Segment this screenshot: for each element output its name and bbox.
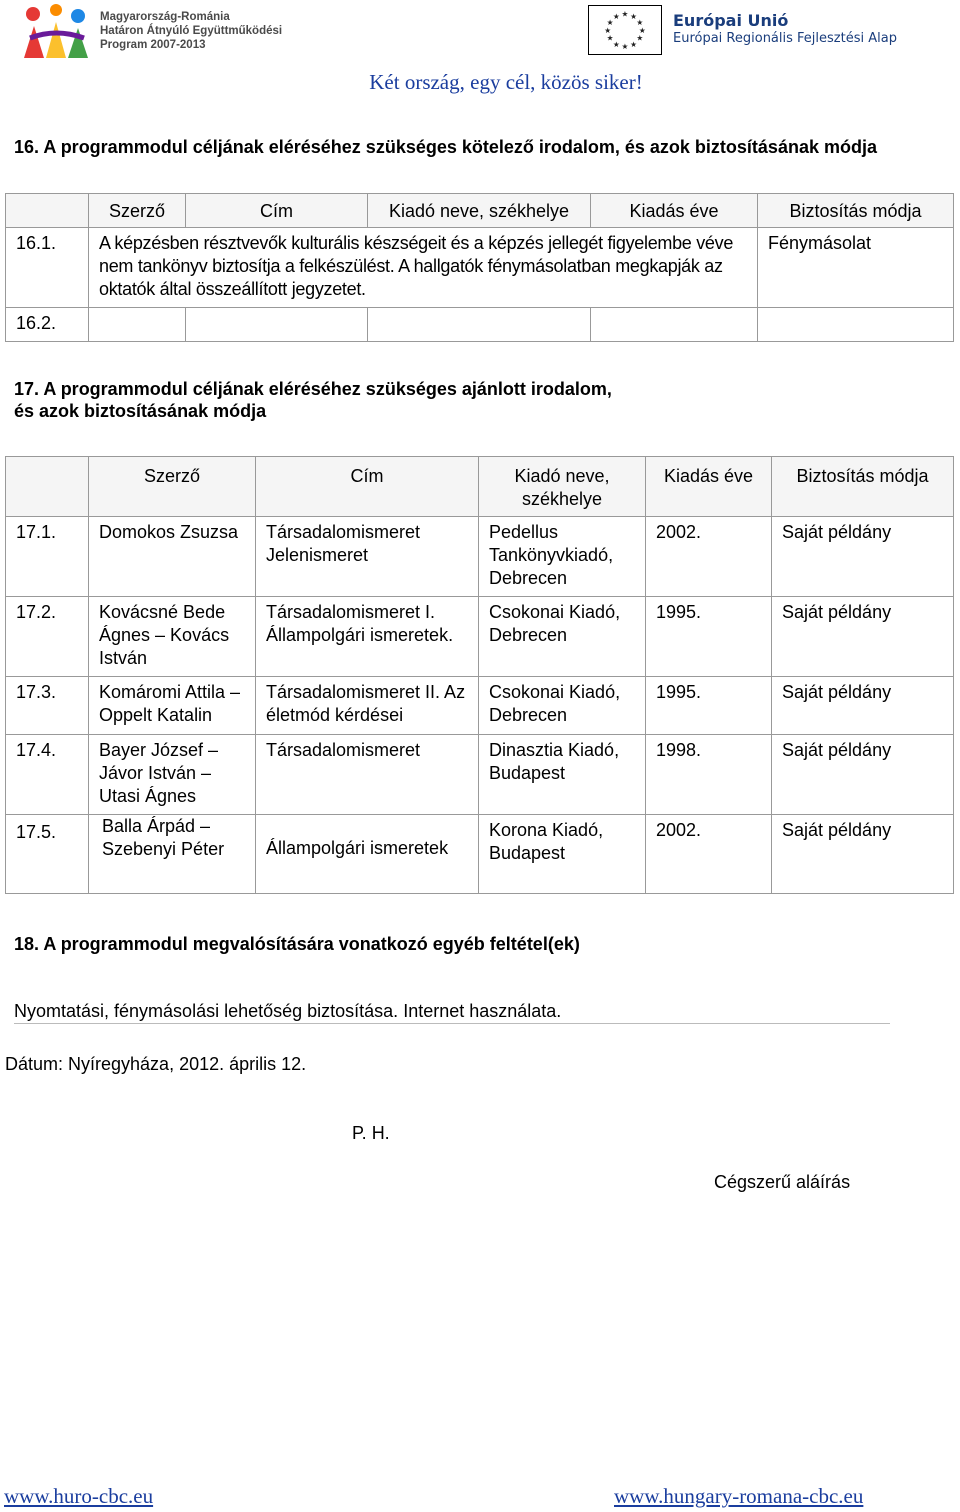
table-16 <box>5 193 954 342</box>
row-number: 17.4. <box>6 735 89 815</box>
table-row <box>6 517 954 597</box>
svg-text:★: ★ <box>604 25 612 35</box>
logo-line-3: Program 2007-2013 <box>100 39 206 51</box>
footer-link-huro[interactable]: www.huro-cbc.eu <box>4 1484 154 1508</box>
section-17-title: 17. A programmodul céljának eléréséhez szükséges ajánlott irodalom, és azok biztosításának módja <box>14 379 612 421</box>
table-row <box>6 308 954 342</box>
svg-text:★: ★ <box>606 33 614 43</box>
empty-cell <box>186 308 368 342</box>
empty-cell <box>368 308 591 342</box>
table-17-header <box>6 457 954 517</box>
row-year: 2002. <box>646 517 772 597</box>
row-number: 16.2. <box>6 308 89 342</box>
program-logo-text <box>100 10 282 52</box>
header-author: Szerző <box>89 457 256 517</box>
row-mode: Saját példány <box>772 597 954 677</box>
empty-cell <box>758 308 954 342</box>
logo-line-2: Határon Átnyúló Együttműködési <box>100 25 283 37</box>
row-title: Társadalomismeret II. Az életmód kérdései <box>256 677 479 735</box>
row-publisher: Korona Kiadó, Budapest <box>479 815 646 894</box>
header-mode: Biztosítás módja <box>758 194 954 228</box>
row-author: Domokos Zsuzsa <box>89 517 256 597</box>
header-title: Cím <box>256 457 479 517</box>
row-title: Társadalomismeret <box>256 735 479 815</box>
eu-subtitle: Európai Regionális Fejlesztési Alap <box>673 31 897 46</box>
empty-cell <box>89 308 186 342</box>
row-mode: Saját példány <box>772 815 954 894</box>
header-blank <box>6 194 89 228</box>
table-row <box>6 815 954 894</box>
row-mode: Saját példány <box>772 735 954 815</box>
row-publisher: Csokonai Kiadó, Debrecen <box>479 677 646 735</box>
header-year: Kiadás éve <box>646 457 772 517</box>
svg-text:★: ★ <box>638 25 646 35</box>
table-row <box>6 597 954 677</box>
row-author: Kovácsné Bede Ágnes – Kovács István <box>89 597 256 677</box>
header-title: Cím <box>186 194 368 228</box>
header-publisher: Kiadó neve, székhelye <box>479 457 646 517</box>
row-author: Bayer József – Jávor István – Utasi Ágnes <box>89 735 256 815</box>
row-year: 2002. <box>646 815 772 894</box>
motto: Két ország, egy cél, közös siker! <box>369 70 643 94</box>
row-title: Társadalomismeret Jelenismeret <box>256 517 479 597</box>
row-number: 17.1. <box>6 517 89 597</box>
row-publisher: Csokonai Kiadó, Debrecen <box>479 597 646 677</box>
svg-text:★: ★ <box>636 18 644 28</box>
row-mode: Saját példány <box>772 517 954 597</box>
header-year: Kiadás éve <box>591 194 758 228</box>
eu-label <box>673 12 897 48</box>
svg-text:★: ★ <box>612 11 620 21</box>
row-year: 1995. <box>646 677 772 735</box>
eu-title: Európai Unió <box>673 11 789 30</box>
row-title: Társadalomismeret I. Állampolgári ismeretek. <box>256 597 479 677</box>
eu-flag-icon <box>588 5 662 55</box>
row-author: Balla Árpád – Szebenyi Péter <box>89 815 256 894</box>
table-16-header <box>6 194 954 228</box>
row-mode: Fénymásolat <box>758 228 954 308</box>
logo-line-1: Magyarország-Románia <box>100 11 230 23</box>
svg-text:★: ★ <box>606 18 614 28</box>
ph-label: P. H. <box>352 1123 390 1143</box>
svg-text:★: ★ <box>621 42 629 52</box>
divider <box>14 1023 890 1024</box>
header-blank <box>6 457 89 517</box>
row-publisher: Pedellus Tankönyvkiadó, Debrecen <box>479 517 646 597</box>
table-row <box>6 677 954 735</box>
row-number: 17.2. <box>6 597 89 677</box>
section-18-title: 18. A programmodul megvalósítására vonatkozó egyéb feltétel(ek) <box>14 934 580 954</box>
row-year: 1995. <box>646 597 772 677</box>
svg-text:★: ★ <box>630 11 638 21</box>
row-publisher: Dinasztia Kiadó, Budapest <box>479 735 646 815</box>
row-author: Komáromi Attila – Oppelt Katalin <box>89 677 256 735</box>
section-16-title: 16. A programmodul céljának eléréséhez szükséges kötelező irodalom, és azok biztosításának módja <box>14 137 877 157</box>
svg-text:★: ★ <box>636 33 644 43</box>
header-mode: Biztosítás módja <box>772 457 954 517</box>
empty-cell <box>591 308 758 342</box>
row-number: 17.5. <box>6 815 89 894</box>
table-row <box>6 228 954 308</box>
svg-text:★: ★ <box>630 39 638 49</box>
header-author: Szerző <box>89 194 186 228</box>
row-description: A képzésben résztvevők kulturális készségeit és a képzés jellegét figyelembe véve nem tankönyv biztosítja a felkészülést. A hallgatók fénymásolatban megkapják az oktatók által összeállított jegyzetet. <box>89 228 758 308</box>
row-year: 1998. <box>646 735 772 815</box>
header-publisher: Kiadó neve, székhelye <box>368 194 591 228</box>
table-row <box>6 735 954 815</box>
row-number: 17.3. <box>6 677 89 735</box>
footer-link-hungary-romania[interactable]: www.hungary-romana-cbc.eu <box>614 1484 864 1508</box>
table-17 <box>5 456 954 894</box>
row-number: 16.1. <box>6 228 89 308</box>
signature-label: Cégszerű aláírás <box>714 1172 851 1192</box>
date-line: Dátum: Nyíregyháza, 2012. április 12. <box>5 1054 307 1074</box>
svg-text:★: ★ <box>621 9 629 19</box>
program-logo <box>20 4 320 60</box>
row-title: Állampolgári ismeretek <box>256 815 479 894</box>
svg-text:★: ★ <box>612 39 620 49</box>
row-mode: Saját példány <box>772 677 954 735</box>
section-18-text: Nyomtatási, fénymásolási lehetőség biztosítása. Internet használata. <box>14 1001 562 1021</box>
program-logo-mark <box>20 4 92 60</box>
